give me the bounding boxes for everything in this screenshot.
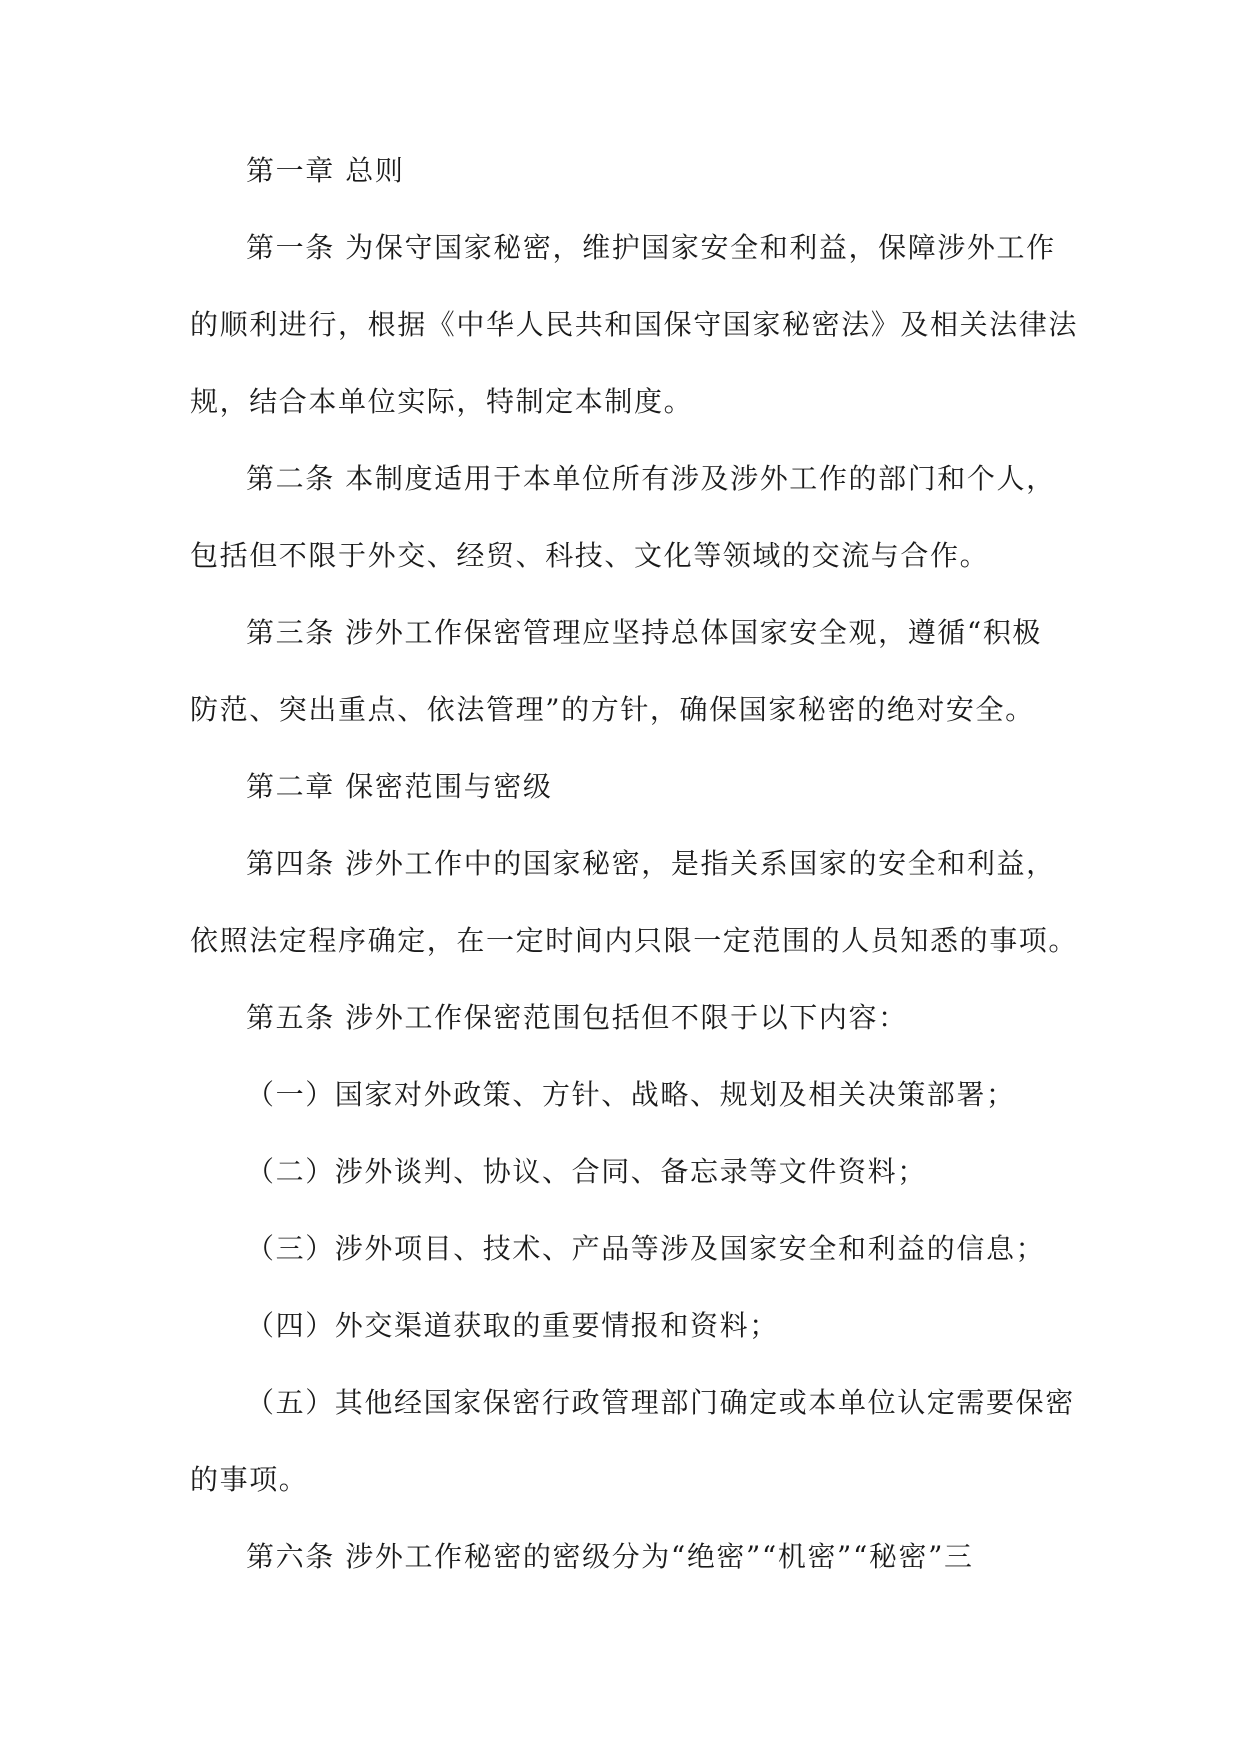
chapter-1-heading: 第一章 总则 <box>246 154 405 187</box>
list-item-1: （一）国家对外政策、方针、战略、规划及相关决策部署； <box>246 1078 1016 1111</box>
list-item-5-line-1: （五）其他经国家保密行政管理部门确定或本单位认定需要保密 <box>246 1386 1075 1419</box>
article-4-line-2: 依照法定程序确定，在一定时间内只限一定范围的人员知悉的事项。 <box>190 924 1079 957</box>
chapter-2-heading: 第二章 保密范围与密级 <box>246 770 553 803</box>
article-3-line-1: 第三条 涉外工作保密管理应坚持总体国家安全观，遵循“积极 <box>246 616 1043 649</box>
article-1-line-2: 的顺利进行，根据《中华人民共和国保守国家秘密法》及相关法律法 <box>190 308 1079 341</box>
article-3-line-2: 防范、突出重点、依法管理”的方针，确保国家秘密的绝对安全。 <box>190 693 1035 726</box>
article-4-line-1: 第四条 涉外工作中的国家秘密，是指关系国家的安全和利益， <box>246 847 1056 880</box>
article-2-line-1: 第二条 本制度适用于本单位所有涉及涉外工作的部门和个人， <box>246 462 1056 495</box>
article-2-line-2: 包括但不限于外交、经贸、科技、文化等领域的交流与合作。 <box>190 539 990 572</box>
article-1-line-1: 第一条 为保守国家秘密，维护国家安全和利益，保障涉外工作 <box>246 231 1056 264</box>
list-item-2: （二）涉外谈判、协议、合同、备忘录等文件资料； <box>246 1155 927 1188</box>
list-item-5-line-2: 的事项。 <box>190 1463 309 1496</box>
article-6-line-1: 第六条 涉外工作秘密的密级分为“绝密”“机密”“秘密”三 <box>246 1540 974 1573</box>
list-item-4: （四）外交渠道获取的重要情报和资料； <box>246 1309 779 1342</box>
article-1-line-3: 规，结合本单位实际，特制定本制度。 <box>190 385 694 418</box>
article-5-line-1: 第五条 涉外工作保密范围包括但不限于以下内容： <box>246 1001 908 1034</box>
list-item-3: （三）涉外项目、技术、产品等涉及国家安全和利益的信息； <box>246 1232 1046 1265</box>
